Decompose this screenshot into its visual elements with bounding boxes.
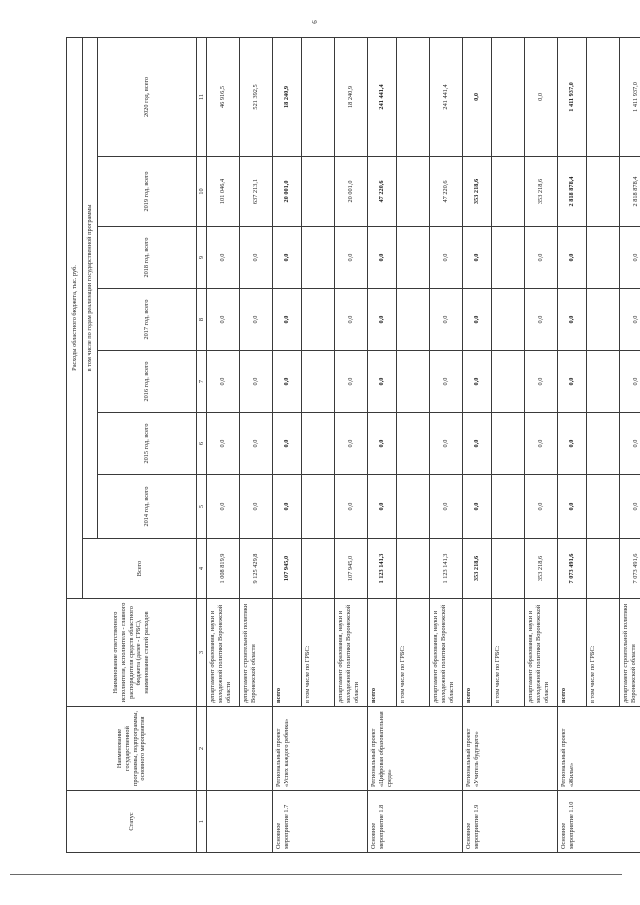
row-year-value: 0,0	[525, 289, 558, 351]
row-year-value: 0,0	[620, 475, 640, 539]
table-row	[558, 37, 587, 852]
row-year-value: 0,0	[558, 413, 587, 475]
row-program-name: Региональный проект «Жилье»	[558, 707, 640, 791]
row-year-value: 0,0	[525, 37, 558, 156]
row-year-value: 20 001,0	[335, 157, 368, 227]
row-year-value: 353 218,6	[525, 157, 558, 227]
row-year-value	[492, 37, 525, 156]
column-number: 5	[197, 475, 207, 539]
row-year-value	[397, 351, 430, 413]
column-number: 4	[197, 539, 207, 599]
row-year-value: 1 411 937,0	[620, 37, 640, 156]
row-year-value: 47 220,6	[368, 157, 397, 227]
header-year: 2017 год, всего	[98, 289, 197, 351]
row-year-value: 0,0	[463, 37, 492, 156]
row-executor: в том числе по ГРБС:	[397, 599, 430, 707]
row-year-value: 0,0	[525, 227, 558, 289]
row-year-value: 0,0	[240, 289, 273, 351]
row-year-value	[302, 413, 335, 475]
column-number: 2	[197, 707, 207, 791]
row-year-value	[492, 157, 525, 227]
row-total-value	[397, 539, 430, 599]
header-year: 2019 год, всего	[98, 157, 197, 227]
row-year-value: 18 240,9	[335, 37, 368, 156]
row-program-name: Региональный проект «Цифровая образовательная среда»	[368, 707, 463, 791]
row-year-value: 0,0	[273, 227, 302, 289]
row-year-value: 0,0	[463, 227, 492, 289]
row-status: Основное мероприятие 1.7	[273, 791, 368, 853]
row-year-value: 2 818 878,4	[620, 157, 640, 227]
row-status: Основное мероприятие 1.10	[558, 791, 640, 853]
row-year-value	[302, 227, 335, 289]
row-status: Основное мероприятие 1.9	[463, 791, 558, 853]
row-year-value: 20 001,0	[273, 157, 302, 227]
row-executor: департамент образования, науки и молодежной политики Воронежской области	[430, 599, 463, 707]
row-year-value: 0,0	[463, 413, 492, 475]
row-year-value	[397, 289, 430, 351]
row-year-value: 0,0	[368, 227, 397, 289]
row-year-value	[492, 227, 525, 289]
row-year-value: 46 916,5	[207, 37, 240, 156]
row-year-value: 101 046,4	[207, 157, 240, 227]
header-total: Всего	[83, 539, 197, 599]
row-year-value	[302, 351, 335, 413]
row-year-value	[587, 289, 620, 351]
row-executor: департамент образования, науки и молодежной политики Воронежской области	[207, 599, 240, 707]
row-status	[207, 791, 273, 853]
row-year-value	[397, 413, 430, 475]
header-expenses: Расходы областного бюджета, тыс. руб.	[67, 37, 83, 598]
row-year-value: 241 441,4	[430, 37, 463, 156]
row-year-value: 0,0	[240, 413, 273, 475]
column-number: 8	[197, 289, 207, 351]
row-year-value: 0,0	[463, 475, 492, 539]
row-executor: всего	[273, 599, 302, 707]
page-bottom-rule	[10, 874, 622, 875]
column-number: 6	[197, 413, 207, 475]
row-executor: департамент строительной политики Воронежской области	[620, 599, 640, 707]
budget-table	[66, 37, 640, 853]
row-year-value	[492, 351, 525, 413]
budget-table-rotated	[66, 38, 640, 853]
row-total-value: 1 123 141,3	[368, 539, 397, 599]
row-executor: в том числе по ГРБС:	[587, 599, 620, 707]
row-year-value	[587, 351, 620, 413]
row-executor: в том числе по ГРБС:	[302, 599, 335, 707]
row-year-value: 0,0	[335, 413, 368, 475]
row-total-value	[492, 539, 525, 599]
row-year-value: 0,0	[273, 475, 302, 539]
row-year-value	[492, 475, 525, 539]
header-year: 2020 год, всего	[98, 37, 197, 156]
row-year-value: 0,0	[620, 289, 640, 351]
row-executor: департамент образования, науки и молодежной политики Воронежской области	[525, 599, 558, 707]
page-number: 6	[311, 20, 319, 24]
row-year-value: 0,0	[368, 351, 397, 413]
row-total-value: 1 123 141,3	[430, 539, 463, 599]
row-year-value: 0,0	[273, 413, 302, 475]
row-year-value	[302, 37, 335, 156]
row-total-value	[587, 539, 620, 599]
row-executor: всего	[558, 599, 587, 707]
row-total-value: 353 218,6	[463, 539, 492, 599]
row-year-value	[302, 157, 335, 227]
row-year-value	[397, 157, 430, 227]
row-program-name: Региональный проект «Учитель будущего»	[463, 707, 558, 791]
row-year-value	[397, 37, 430, 156]
row-program-name	[207, 707, 273, 791]
row-executor: всего	[368, 599, 397, 707]
row-total-value: 107 945,0	[273, 539, 302, 599]
table-row	[207, 37, 240, 852]
row-year-value: 0,0	[207, 227, 240, 289]
row-year-value	[302, 475, 335, 539]
row-year-value: 18 240,9	[273, 37, 302, 156]
row-year-value	[587, 227, 620, 289]
row-year-value: 0,0	[558, 289, 587, 351]
column-number: 1	[197, 791, 207, 853]
row-year-value	[587, 37, 620, 156]
table-row	[368, 37, 397, 852]
row-total-value: 7 073 491,6	[558, 539, 587, 599]
row-program-name: Региональный проект «Успех каждого ребенка»	[273, 707, 368, 791]
row-total-value: 7 073 491,6	[620, 539, 640, 599]
column-number: 3	[197, 599, 207, 707]
row-year-value: 0,0	[335, 289, 368, 351]
row-year-value: 0,0	[368, 475, 397, 539]
row-year-value: 0,0	[207, 289, 240, 351]
row-year-value	[397, 227, 430, 289]
header-by-years: в том числе по годам реализации государственной программы	[83, 37, 98, 538]
row-year-value: 0,0	[463, 289, 492, 351]
row-total-value: 353 218,6	[525, 539, 558, 599]
row-year-value: 521 392,5	[240, 37, 273, 156]
row-year-value: 0,0	[620, 227, 640, 289]
column-number: 9	[197, 227, 207, 289]
row-year-value: 0,0	[430, 475, 463, 539]
row-year-value	[397, 475, 430, 539]
row-year-value	[587, 413, 620, 475]
row-year-value: 0,0	[207, 475, 240, 539]
column-number: 10	[197, 157, 207, 227]
row-executor: департамент строительной политики Воронежской области	[240, 599, 273, 707]
row-year-value: 0,0	[240, 475, 273, 539]
row-year-value: 0,0	[368, 289, 397, 351]
row-year-value: 0,0	[273, 289, 302, 351]
table-row	[463, 37, 492, 852]
row-total-value: 9 125 429,8	[240, 539, 273, 599]
row-year-value: 0,0	[525, 475, 558, 539]
row-year-value: 0,0	[240, 227, 273, 289]
row-year-value: 0,0	[430, 351, 463, 413]
row-year-value: 0,0	[463, 351, 492, 413]
header-year: 2014 год, всего	[98, 475, 197, 539]
row-executor: в том числе по ГРБС:	[492, 599, 525, 707]
row-year-value: 0,0	[368, 413, 397, 475]
row-year-value	[587, 475, 620, 539]
row-year-value: 241 441,4	[368, 37, 397, 156]
table-row	[273, 37, 302, 852]
row-year-value: 0,0	[240, 351, 273, 413]
row-year-value: 0,0	[273, 351, 302, 413]
row-total-value: 107 945,0	[335, 539, 368, 599]
header-year: 2016 год, всего	[98, 351, 197, 413]
row-year-value: 0,0	[525, 413, 558, 475]
header-program-name: Наименование государственной программы, подпрограммы, основного мероприятия	[67, 707, 197, 791]
row-year-value: 0,0	[335, 227, 368, 289]
row-year-value	[492, 413, 525, 475]
row-year-value: 0,0	[430, 289, 463, 351]
row-year-value: 47 220,6	[430, 157, 463, 227]
row-year-value: 2 818 878,4	[558, 157, 587, 227]
header-status: Статус	[67, 791, 197, 853]
row-year-value: 353 218,6	[463, 157, 492, 227]
row-year-value: 0,0	[558, 475, 587, 539]
row-year-value: 0,0	[207, 413, 240, 475]
row-year-value: 0,0	[335, 475, 368, 539]
header-year: 2018 год, всего	[98, 227, 197, 289]
row-year-value: 0,0	[207, 351, 240, 413]
row-year-value: 0,0	[335, 351, 368, 413]
row-year-value: 0,0	[430, 413, 463, 475]
row-year-value: 1 411 937,0	[558, 37, 587, 156]
row-year-value: 0,0	[558, 351, 587, 413]
row-year-value	[302, 289, 335, 351]
row-year-value: 0,0	[525, 351, 558, 413]
row-status: Основное мероприятие 1.8	[368, 791, 463, 853]
row-total-value	[302, 539, 335, 599]
row-year-value: 0,0	[620, 413, 640, 475]
row-executor: департамент образования, науки и молодежной политики Воронежской области	[335, 599, 368, 707]
row-executor: всего	[463, 599, 492, 707]
row-year-value	[587, 157, 620, 227]
row-total-value: 1 008 819,9	[207, 539, 240, 599]
column-number: 7	[197, 351, 207, 413]
row-year-value: 0,0	[430, 227, 463, 289]
header-year: 2015 год, всего	[98, 413, 197, 475]
row-year-value: 0,0	[620, 351, 640, 413]
header-executor: Наименование ответственного исполнителя, исполнителя - главного распорядителя средств областного бюджета (далее - ГРБС), наименование статей расходов	[67, 599, 197, 707]
row-year-value: 637 213,1	[240, 157, 273, 227]
column-number: 11	[197, 37, 207, 156]
row-year-value: 0,0	[558, 227, 587, 289]
row-year-value	[492, 289, 525, 351]
